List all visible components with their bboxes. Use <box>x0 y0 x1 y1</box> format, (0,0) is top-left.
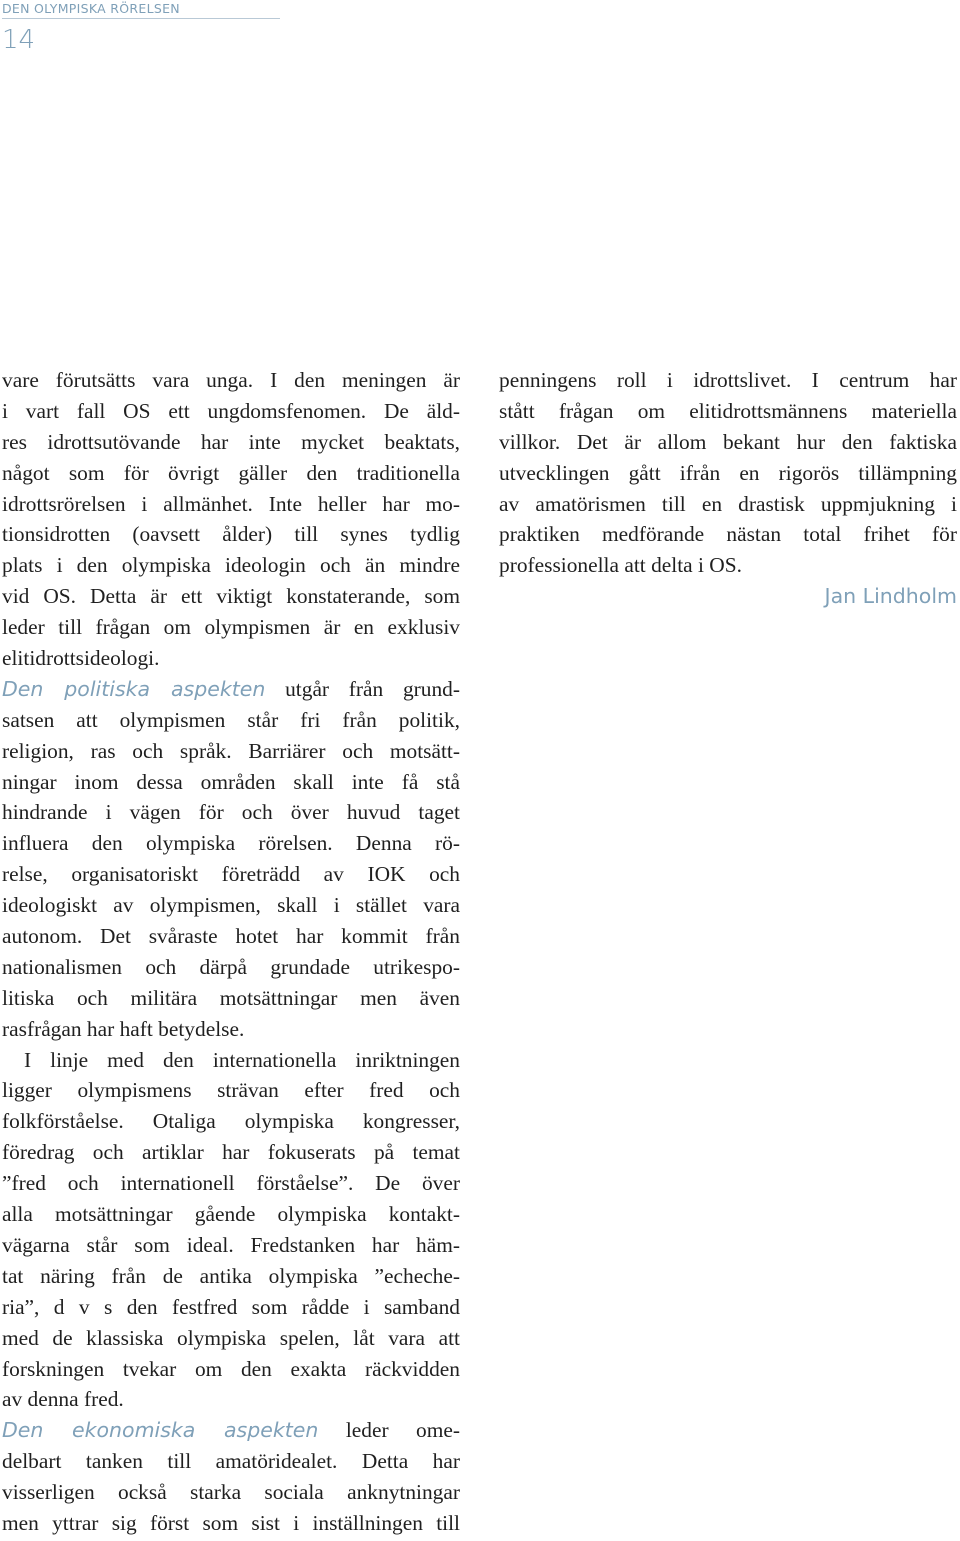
text-line: tat näring från de antika olympiska ”echeche- <box>2 1263 460 1288</box>
text-line: influera den olympiska rörelsen. Denna rö- <box>2 831 460 856</box>
text-line: delbart tanken till amatöridealet. Detta har <box>2 1449 460 1474</box>
text-line: idrottsrörelsen i allmänhet. Inte heller har mo- <box>2 491 460 516</box>
text-line: ria”, d v s den festfred som rådde i samband <box>2 1294 460 1319</box>
left-column <box>2 365 460 1539</box>
text-line: men yttrar sig först som sist i inställningen till <box>2 1510 460 1535</box>
text-line: vägarna står som ideal. Fredstanken har häm- <box>2 1232 460 1257</box>
text-line: ”fred och internationell förståelse”. De över <box>2 1171 460 1196</box>
page-number: 14 <box>2 25 36 55</box>
text-line: av amatörismen till en drastisk uppmjukning i <box>499 491 957 516</box>
text-line: relse, organisatoriskt företrädd av IOK och <box>2 862 460 887</box>
text-line: penningens roll i idrottslivet. I centrum har <box>499 368 957 392</box>
text-line: visserligen också starka sociala anknytningar <box>2 1480 460 1505</box>
text-line: litiska och militära motsättningar men även <box>2 985 460 1010</box>
text-line: folkförståelse. Otaliga olympiska kongresser, <box>2 1109 460 1134</box>
text-line: utvecklingen gått ifrån en rigorös tillämpning <box>499 460 957 485</box>
text-line: leder till frågan om olympismen är en exklusiv <box>2 615 460 640</box>
running-head: DEN OLYMPISKA RÖRELSEN <box>2 1 280 19</box>
text-line: hindrande i vägen för och över huvud taget <box>2 800 460 825</box>
section-lead-economy: Den ekonomiska aspekten <box>2 1418 319 1443</box>
text-line: med de klassiska olympiska spelen, låt vara att <box>2 1325 460 1350</box>
text-run: leder ome- <box>345 1418 460 1443</box>
text-line: satsen att olympismen står fri från politik, <box>2 707 460 732</box>
text-line: vid OS. Detta är ett viktigt konstaterande, som <box>2 584 460 609</box>
text-line: forskningen tvekar om den exakta räckvidden <box>2 1356 460 1381</box>
text-line: vare förutsätts vara unga. I den meningen är <box>2 368 460 392</box>
paragraph-peace <box>2 1045 460 1416</box>
text-line: praktiken medförande nästan total frihet för <box>499 522 957 547</box>
text-line: tionsidrotten (oavsett ålder) till synes tydlig <box>2 522 460 547</box>
text-line: autonom. Det svåraste hotet har kommit från <box>2 924 460 949</box>
paragraph-economy <box>2 1415 460 1539</box>
text-line: ligger olympismens strävan efter fred och <box>2 1078 460 1103</box>
text-line: res idrottsutövande har inte mycket beaktats, <box>2 429 460 454</box>
right-column <box>499 365 957 612</box>
paragraph-youth <box>2 365 460 674</box>
section-lead-politics: Den politiska aspekten <box>2 676 266 701</box>
paragraph-money <box>499 365 957 581</box>
paragraph-politics <box>2 674 460 1045</box>
text-line: plats i den olympiska ideologin och än mindre <box>2 553 460 578</box>
text-line: något som för övrigt gäller den traditionella <box>2 460 460 485</box>
text-line: I linje med den internationella inriktningen <box>24 1047 460 1072</box>
text-line <box>2 674 460 705</box>
text-line: elitidrottsideologi. <box>2 646 160 671</box>
text-line: av denna fred. <box>2 1387 124 1412</box>
text-line: ideologiskt av olympismen, skall i stället vara <box>2 893 460 918</box>
text-line: nationalismen och därpå grundade utrikespo- <box>2 954 460 979</box>
text-line: rasfrågan har haft betydelse. <box>2 1016 245 1041</box>
text-line: i vart fall OS ett ungdomsfenomen. De äld- <box>2 398 460 423</box>
text-line: stått frågan om elitidrottsmännens materiella <box>499 398 957 423</box>
text-line: religion, ras och språk. Barriärer och motsätt- <box>2 738 460 763</box>
text-line <box>2 1415 460 1446</box>
text-line: villkor. Det är allom bekant hur den faktiska <box>499 429 957 454</box>
text-line: professionella att delta i OS. <box>499 553 742 578</box>
text-line: ningar inom dessa områden skall inte få stå <box>2 769 460 794</box>
text-line: föredrag och artiklar har fokuserats på temat <box>2 1140 460 1165</box>
text-run: utgår från grund- <box>285 676 460 701</box>
text-line: alla motsättningar gående olympiska kontakt- <box>2 1202 460 1227</box>
author-signature: Jan Lindholm <box>824 584 957 609</box>
